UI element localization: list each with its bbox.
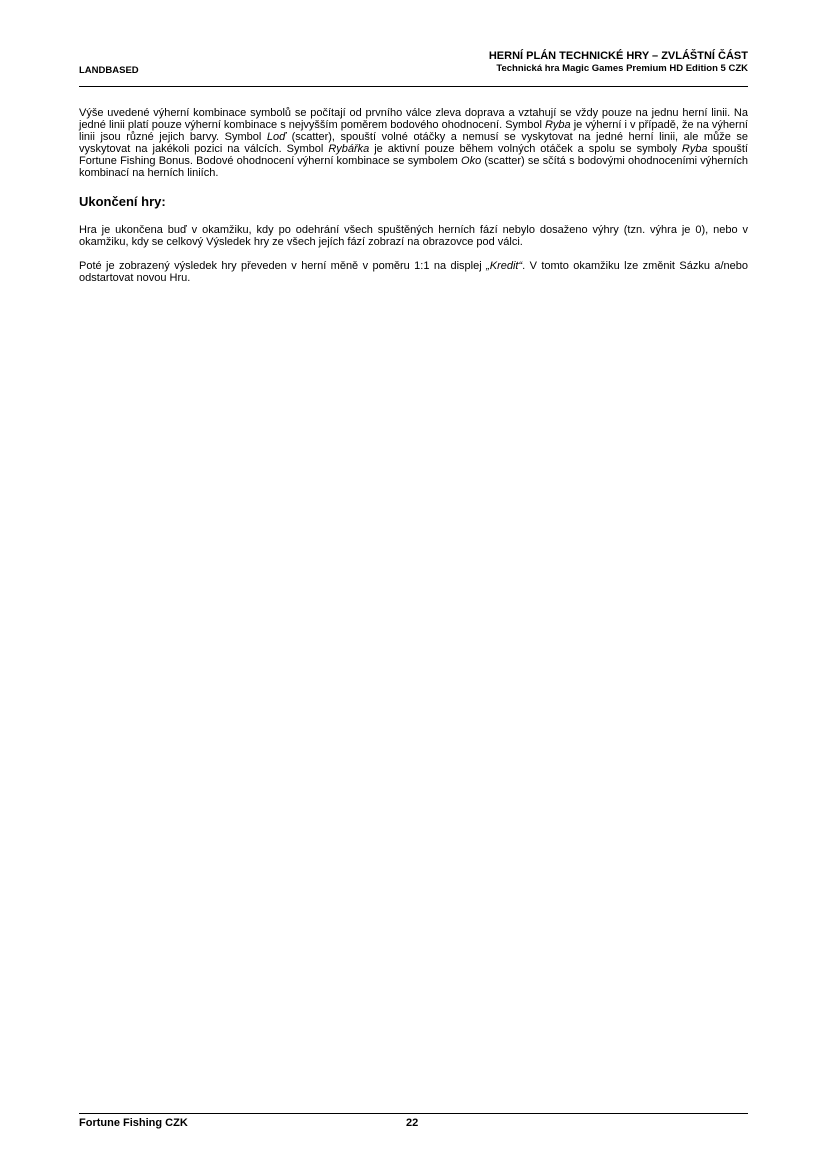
- para1-text-6: (scatter) se sčítá s bodovými ohodnoceními výherních kombinací na herních liniích.: [79, 155, 748, 180]
- para1-text-5: spouští Fortune Fishing Bonus. Bodové ohodnocení výherní kombinace se symbolem: [79, 143, 748, 168]
- page-number: 22: [406, 1117, 419, 1129]
- paragraph-result: [79, 260, 748, 284]
- header-title-block: [489, 50, 748, 75]
- header-title: HERNÍ PLÁN TECHNICKÉ HRY – ZVLÁŠTNÍ ČÁST: [488, 50, 748, 62]
- para3-text-2: . V tomto okamžiku lze změnit Sázku a/nebo odstartovat novou Hru.: [79, 259, 748, 284]
- para3-em-kredit: „Kredit“: [486, 259, 523, 272]
- para1-text-1: Výše uvedené výherní kombinace symbolů se počítají od prvního válce zleva doprava a vztahují se vždy pouze na jednu herní linii. Na jedné linii platí pouze výherní kombinace s nejvyšším poměrem bodového ohodnocení. Symbol: [79, 107, 748, 132]
- page-header: [79, 50, 748, 76]
- para1-em-ryba: Ryba: [544, 119, 571, 132]
- para1-em-lod: Loď: [266, 131, 287, 144]
- para3-text-1: Poté je zobrazený výsledek hry převeden v herní měně v poměru 1:1 na displej: [79, 259, 487, 272]
- para1-em-oko: Oko: [461, 155, 482, 168]
- footer-title: Fortune Fishing CZK: [79, 1117, 188, 1129]
- header-subtitle: Technická hra Magic Games Premium HD Edition 5 CZK: [496, 63, 748, 74]
- header-left-label: LANDBASED: [79, 65, 139, 76]
- footer-divider: [79, 1113, 748, 1114]
- paragraph-symbols: [79, 107, 748, 180]
- para1-em-rybarka: Rybářka: [328, 143, 370, 156]
- section-heading: Ukončení hry:: [79, 193, 166, 209]
- document-body: [79, 107, 748, 284]
- para1-text-3: (scatter), spouští volné otáčky a nemusí se vyskytovat na jedné herní linii, ale může se vyskytovat na jakékoli pozici na válcích. Symbol: [79, 131, 749, 156]
- para1-em-ryba-2: Ryba: [681, 143, 708, 156]
- header-divider: [79, 86, 748, 87]
- para1-text-4: je aktivní pouze během volných otáček a spolu se symboly: [369, 143, 682, 156]
- para1-text-2: je výherní i v případě, že na výherní linii jsou různé jejich barvy. Symbol: [79, 119, 748, 144]
- paragraph-game-end: Hra je ukončena buď v okamžiku, kdy po odehrání všech spuštěných herních fází nebylo dosaženo výhry (tzn. výhra je 0), nebo v okamžiku, kdy se celkový Výsledek hry ze všech jejích fází zobrazí na obrazovce pod válci.: [79, 223, 748, 248]
